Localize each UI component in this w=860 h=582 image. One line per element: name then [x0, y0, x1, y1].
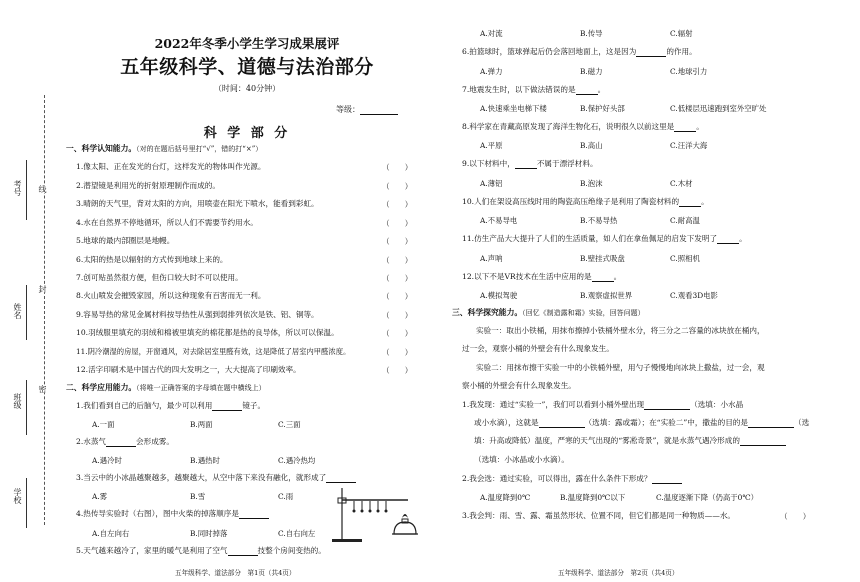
- q6-option-a: A.弹力: [480, 67, 503, 76]
- answer-blank[interactable]: [106, 439, 136, 447]
- answer1-line-3: 填：升高或降低）温度，严寒的天气出现的“雾凇奇景”，就是水蒸气遇冷形成的: [474, 436, 786, 446]
- q4-option-a: A.自左向右: [92, 529, 130, 538]
- mc-q8: 8.科学家在青藏高原发现了海洋生物化石，说明很久以前这里是 。: [462, 122, 704, 131]
- answer-blank[interactable]: [679, 199, 701, 207]
- answer-bracket[interactable]: （ ）: [382, 182, 413, 191]
- part2-heading: 二、科学应用能力。（将唯一正确答案的字母填在题中横线上）: [66, 383, 266, 392]
- experiment-2-line-1: 实验二：用抹布擦干实验一中的小铁桶外壁，用勺子慢慢地向冰块上撒盐，过一会，观: [476, 363, 765, 372]
- grade-label: 等级：: [336, 105, 360, 114]
- answer-blank[interactable]: [592, 274, 614, 282]
- answer-bracket[interactable]: （ ）: [382, 329, 413, 338]
- answer-blank[interactable]: [212, 403, 242, 411]
- experiment-1-line-1: 实验一：取出小铁桶，用抹布擦掉小铁桶外壁水分，将三分之二容量的冰块放在桶内，: [476, 326, 765, 335]
- answer-bracket[interactable]: （ ）: [382, 274, 413, 283]
- answer-bracket[interactable]: （ ）: [382, 237, 413, 246]
- blank-class: [26, 380, 27, 435]
- mc-q2: 2.水蒸气 会形成雾。: [76, 437, 174, 446]
- q5-option-b: B.传导: [580, 29, 603, 38]
- q3-option-c: C.雨: [278, 492, 294, 501]
- answer-blank[interactable]: [644, 402, 690, 410]
- label-kaohao: 考号: [13, 180, 22, 196]
- q9-option-a: A.薄铝: [480, 179, 503, 188]
- judge-item-2: 2.潜望镜是利用光的折射原理制作而成的。: [76, 181, 220, 190]
- answer-bracket[interactable]: （ ）: [382, 366, 413, 375]
- exam-subtitle: 五年级科学、道德与法治部分: [120, 56, 374, 78]
- exam-title: 2022年冬季小学生学习成果展评: [154, 36, 340, 51]
- q7-option-a: A.快速乘坐电梯下楼: [480, 104, 547, 113]
- q3-option-a: A.雾: [92, 492, 108, 501]
- mc-q5: 5.天气越来越冷了，家里的暖气是利用了空气 技整个房间变热的。: [76, 546, 326, 555]
- answer-blank[interactable]: [740, 438, 786, 446]
- q6-option-c: C.地球引力: [670, 67, 708, 76]
- blank-school: [26, 478, 27, 528]
- q6-option-b: B.磁力: [580, 67, 603, 76]
- answer-bracket[interactable]: （ ）: [382, 256, 413, 265]
- mc-q12: 12.以下不是VR技术在生活中应用的是 。: [462, 272, 622, 281]
- q8-option-c: C.汪洋大海: [670, 141, 708, 150]
- answer-bracket[interactable]: （ ）: [382, 348, 413, 357]
- exam-page-2: [430, 0, 860, 582]
- blank-name: [26, 285, 27, 340]
- q5-option-a: A.对流: [480, 29, 503, 38]
- q10-option-b: B.不易导热: [580, 216, 618, 225]
- answer3-question: 3.我会判：雨、雪、露、霜虽然形状、位置不同，但它们都是同一种物质——水。: [462, 511, 736, 520]
- q4-option-b: B.同时掉落: [190, 529, 228, 538]
- q12-option-b: B.观察虚拟世界: [580, 291, 633, 300]
- page-footer-2: 五年级科学、道法部分 第2页（共4页）: [558, 569, 679, 577]
- grade-field[interactable]: [336, 104, 398, 115]
- answer-bracket[interactable]: （ ）: [382, 219, 413, 228]
- answer-blank[interactable]: [326, 475, 356, 483]
- q9-option-b: B.泡沫: [580, 179, 603, 188]
- answer1-line-4: （选填：小冰晶或小水滴）。: [474, 455, 569, 464]
- judge-item-12: 12.活字印刷术是中国古代的四大发明之一，大大提高了印刷效率。: [76, 365, 301, 374]
- label-class: 班级: [13, 393, 22, 409]
- q7-option-c: C.低楼层迅速跑到室外空旷处: [670, 104, 767, 113]
- judge-item-11: 11.阴冷潮湿的房屋，开窗通风，对去除居室里醛有效，这是降低了居室内甲醛浓度。: [76, 347, 351, 356]
- answer-blank[interactable]: [652, 476, 682, 484]
- judge-item-7: 7.创可贴虽然很方便，但伤口较大时不可以使用。: [76, 273, 243, 282]
- mc-q4: 4.热传导实验时（右图），图中火柴的掉落顺序是: [76, 509, 269, 519]
- answer-blank[interactable]: [515, 161, 537, 169]
- q1-option-c: C.三面: [278, 420, 301, 429]
- section-title: 科 学 部 分: [203, 126, 291, 141]
- judge-item-4: 4.水在自然界不停地循环，所以人们不需要节约用水。: [76, 218, 258, 227]
- mc-q10: 10.人们在架设高压线时用的陶瓷高压绝缘子是利用了陶瓷材料的 。: [462, 197, 709, 206]
- a2-option-a: A.温度降到0℃: [480, 493, 531, 502]
- experiment-1-line-2: 过一会，观察小桶的外壁会有什么现象发生。: [462, 344, 614, 353]
- judge-item-1: 1.像太阳、正在发光的台灯，这样发光的物体叫作光源。: [76, 162, 266, 171]
- judge-item-9: 9.容易导热的常见金属材料按导热性从强到弱排列依次是铁、铝、铜等。: [76, 310, 319, 319]
- label-mi: 密: [38, 385, 47, 393]
- answer2-question: 2.我会选：通过实验，可以得出，露在什么条件下形成？: [462, 474, 682, 484]
- q2-option-b: B.遇热时: [190, 456, 220, 465]
- mc-q11: 11.仿生产品大大提升了人们的生活质量，如人们在拿鱼佩足的启发下发明了 。: [462, 234, 747, 243]
- q9-option-c: C.木材: [670, 179, 693, 188]
- q5-option-c: C.辐射: [670, 29, 693, 38]
- experiment-2-line-2: 察小桶的外壁会有什么现象发生。: [462, 381, 576, 390]
- q11-option-c: C.照相机: [670, 254, 700, 263]
- q11-option-b: B.壁挂式吸盘: [580, 254, 625, 263]
- heat-conduction-apparatus-diagram: [322, 484, 422, 544]
- part1-heading: 一、科学认知能力。（对的在题后括号里打“√”，错的打“×”）: [66, 144, 263, 153]
- label-school: 学校: [13, 488, 22, 504]
- part3-heading: 三、科学探究能力。（回忆《制造露和霜》实验，回答问题）: [452, 308, 645, 317]
- answer-blank[interactable]: [717, 236, 739, 244]
- answer-blank[interactable]: [576, 87, 598, 95]
- q3-option-b: B.雪: [190, 492, 206, 501]
- judge-item-5: 5.地球的最内部圈层是地幔。: [76, 236, 175, 245]
- q4-option-c: C.自右向左: [278, 529, 316, 538]
- judge-item-6: 6.太阳的热是以辐射的方式传到地球上来的。: [76, 255, 228, 264]
- answer1-line-2: 或小水滴），这就是 （选填：露或霜）；在“实验二”中，撒盐的目的是 （选: [474, 418, 810, 427]
- answer1-line-1: 1.我发现：通过“实验一”，我们可以看到小桶外壁出现 （选填：小水晶: [462, 400, 744, 409]
- q8-option-b: B.高山: [580, 141, 603, 150]
- q8-option-a: A.平原: [480, 141, 503, 150]
- label-name: 姓名: [13, 303, 22, 319]
- binding-strip: [0, 0, 62, 582]
- answer-bracket[interactable]: （ ）: [780, 512, 811, 521]
- mc-q3: 3.当云中的小冰晶越聚越多，越聚越大，从空中落下来没有融化，就形成了: [76, 473, 356, 483]
- answer-blank[interactable]: [674, 124, 696, 132]
- q12-option-a: A.模拟驾驶: [480, 291, 518, 300]
- answer-blank[interactable]: [239, 511, 269, 519]
- mc-q9: 9.以下材料中， 不属于漂浮材料。: [462, 159, 598, 168]
- label-xian: 线: [38, 185, 47, 193]
- page-footer-1: 五年级科学、道法部分 第1页（共4页）: [175, 569, 296, 577]
- answer-blank[interactable]: [539, 420, 585, 428]
- label-feng: 封: [38, 285, 47, 293]
- answer-blank[interactable]: [636, 49, 666, 57]
- judge-item-10: 10.羽绒服里填充的羽绒和棉被里填充的棉花都是热的良导体，所以可以保温。: [76, 328, 339, 337]
- q10-option-a: A.不易导电: [480, 216, 518, 225]
- seal-cut-line: [44, 95, 45, 525]
- q2-option-c: C.遇冷热均: [278, 456, 316, 465]
- answer-blank[interactable]: [228, 548, 258, 556]
- answer-bracket[interactable]: （ ）: [382, 163, 413, 172]
- a2-option-b: B.温度降到0℃以下: [560, 493, 626, 502]
- q1-option-a: A.一面: [92, 420, 115, 429]
- grade-blank[interactable]: [360, 106, 398, 115]
- q10-option-c: C.耐高温: [670, 216, 700, 225]
- q11-option-a: A.声呐: [480, 254, 503, 263]
- a2-option-c: C.温度逐渐下降（仍高于0℃）: [656, 493, 759, 502]
- answer-bracket[interactable]: （ ）: [382, 200, 413, 209]
- judge-item-3: 3.晴朗的天气里，背对太阳的方向，用喷壶在阳光下喷水，能看到彩虹。: [76, 199, 319, 208]
- answer-bracket[interactable]: （ ）: [382, 311, 413, 320]
- mc-q7: 7.地震发生时，以下做法错误的是 。: [462, 85, 606, 94]
- mc-q1: 1.我们看到自己的后脑勺，最少可以利用 镜子。: [76, 401, 266, 410]
- q2-option-a: A.遇冷时: [92, 456, 122, 465]
- q7-option-b: B.保护好头部: [580, 104, 625, 113]
- q12-option-c: C.观看3D电影: [670, 291, 718, 300]
- judge-item-8: 8.火山喷发会摧毁家园，所以这种现象有百害而无一利。: [76, 291, 266, 300]
- answer-blank[interactable]: [748, 420, 794, 428]
- mc-q6: 6.拍篮球时，篮球弹起后仍会落回地面上，这是因为 的作用。: [462, 47, 697, 56]
- exam-time: （时间：40分钟）: [213, 84, 281, 93]
- answer-bracket[interactable]: （ ）: [382, 292, 413, 301]
- q1-option-b: B.两面: [190, 420, 213, 429]
- blank-kaohao: [26, 160, 27, 220]
